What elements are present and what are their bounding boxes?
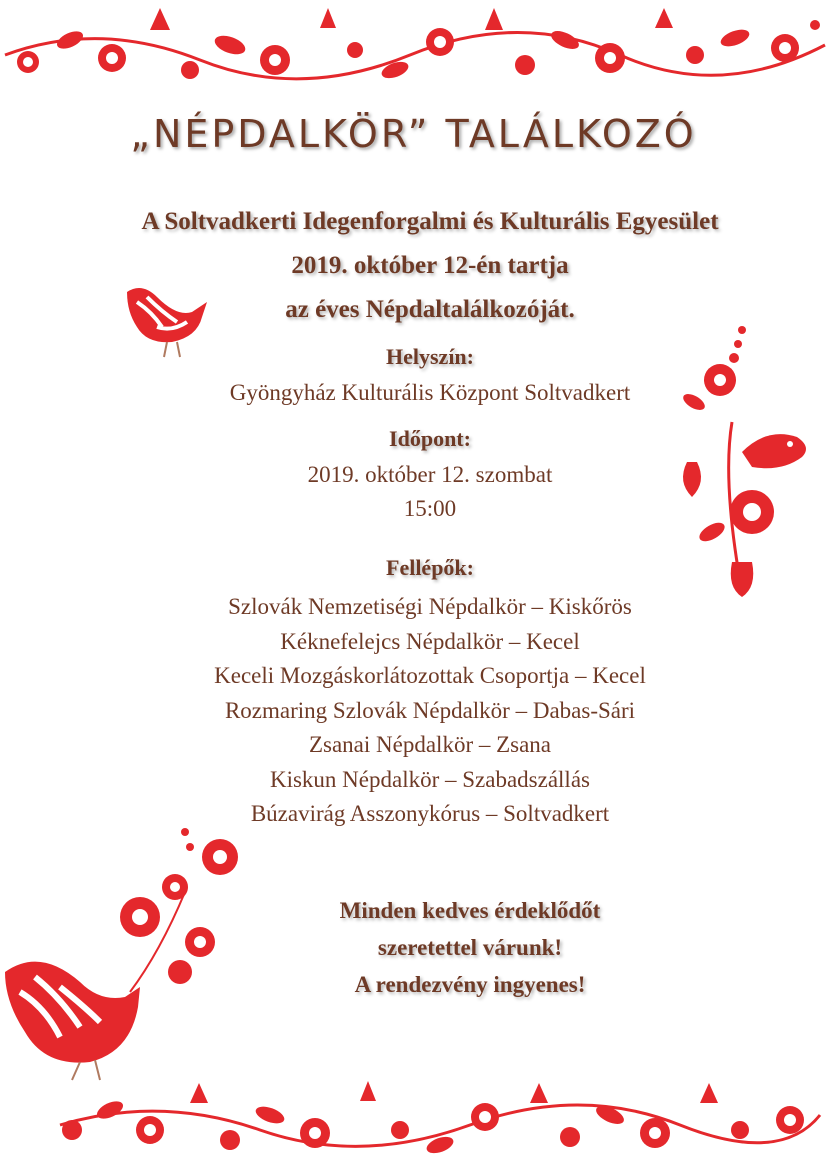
performer-item: Szlovák Nemzetiségi Népdalkör – Kiskőrös (228, 594, 632, 619)
performer-item: Rozmaring Szlovák Népdalkör – Dabas-Sári (224, 697, 636, 723)
performers-heading: Fellépők: (386, 555, 474, 580)
closing-line-welcome: szeretettel várunk! (377, 935, 563, 960)
performer-item: Kéknefelejcs Népdalkör – Kecel (280, 628, 580, 654)
time-hour: 15:00 (403, 496, 457, 521)
folk-bird-large-icon (0, 822, 250, 1084)
venue-heading: Helyszín: (386, 344, 474, 369)
page-title: „NÉPDALKÖR” TALÁLKOZÓ (130, 112, 697, 156)
time-heading: Időpont: (389, 426, 471, 451)
performer-item: Keceli Mozgáskorlátozottak Csoportja – Kecel (214, 663, 646, 688)
time-date: 2019. október 12. szombat (307, 462, 553, 487)
closing-line-invite: Minden kedves érdeklődőt (339, 898, 601, 923)
intro-line-organizer: A Soltvadkerti Idegenforgalmi és Kulturális Egyesület (141, 208, 719, 235)
intro-line-date: 2019. október 12-én tartja (291, 252, 569, 279)
performer-item: Kiskun Népdalkör – Szabadszállás (269, 766, 590, 792)
venue-value: Gyöngyház Kulturális Központ Soltvadkert (229, 380, 631, 405)
performers-list (0, 590, 827, 832)
intro-line-event: az éves Népdaltalálkozóját. (285, 296, 575, 323)
performer-item: Zsanai Népdalkör – Zsana (308, 732, 552, 757)
floral-border-bottom (0, 1075, 827, 1170)
closing-line-free: A rendezvény ingyenes! (354, 972, 586, 997)
closing-block (270, 892, 670, 1003)
floral-border-top (0, 0, 827, 95)
performer-item: Búzavirág Asszonykórus – Soltvadkert (250, 801, 610, 826)
